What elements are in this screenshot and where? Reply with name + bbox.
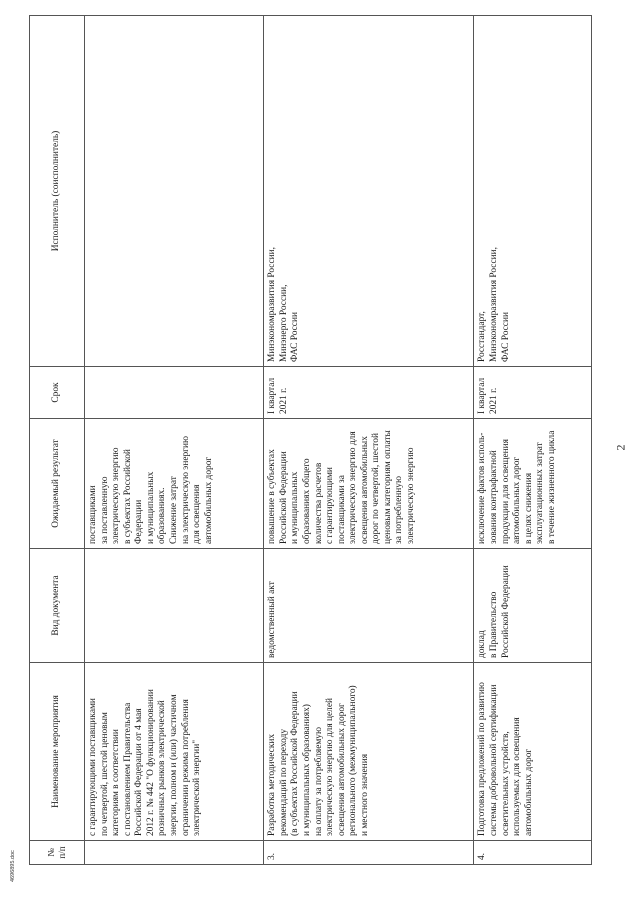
- cell-line: 2021 г.: [278, 387, 289, 414]
- cell-term: [474, 367, 592, 419]
- cell-term: [264, 367, 474, 419]
- cell-line: и местного значения: [359, 753, 370, 836]
- cell-line: за поставленную: [99, 476, 110, 544]
- cell-line: Российской Федерации: [278, 451, 289, 544]
- cell-line: Разработка методических: [267, 733, 278, 836]
- cell-line: освещения автомобильных: [359, 436, 370, 544]
- cell-line: эксплуатационных затрат: [535, 442, 546, 544]
- cell-line: категориям в соответствии: [111, 729, 122, 836]
- cell-executor: [474, 16, 592, 367]
- header-doc-type: Вид документа: [30, 549, 85, 663]
- cell-line: автомобильных дорог: [523, 748, 534, 836]
- cell-line: доклад: [477, 630, 488, 658]
- header-name: Наименование мероприятия: [30, 663, 85, 841]
- cell-line: 2021 г.: [489, 387, 500, 414]
- table-row: [474, 16, 592, 865]
- cell-line: на электрическую энергию: [180, 435, 191, 544]
- cell-line: регионального (межмуниципального): [348, 685, 359, 836]
- cell-line: и муниципальных: [145, 471, 156, 544]
- cell-line: I квартал: [267, 377, 278, 414]
- cell-name: [474, 663, 592, 841]
- cell-executor: [85, 16, 264, 367]
- cell-line: (в субъектах Российской Федерации: [290, 691, 301, 836]
- cell-line: электрическую энергию: [406, 447, 417, 544]
- cell-line: осветительных устройств,: [500, 731, 511, 836]
- cell-line: Российской Федерации: [500, 565, 511, 658]
- cell-doc-type: [474, 549, 592, 663]
- cell-line: Федерации: [134, 499, 145, 544]
- file-code: 4696895.doc: [10, 850, 16, 882]
- cell-line: ограничении режима потребления: [180, 699, 191, 836]
- rotated-table-page: [29, 15, 592, 865]
- cell-line: используемых для освещения: [512, 717, 523, 836]
- cell-line: в субъектах Российской: [122, 449, 133, 544]
- cell-name: [85, 663, 264, 841]
- cell-line: образованиях.: [157, 487, 168, 544]
- cell-line: ФАС России: [290, 312, 301, 362]
- cell-line: ведомственный акт: [267, 581, 278, 658]
- cell-line: с гарантирующими поставщиками: [88, 698, 98, 836]
- page-number: 2: [613, 444, 628, 451]
- cell-line: электрическую энергию: [111, 447, 122, 544]
- cell-line: системы добровольной сертификации: [489, 684, 500, 836]
- cell-line: электрическую энергию для: [348, 431, 359, 544]
- cell-line: повышение в субъектах: [267, 449, 278, 544]
- cell-result: [474, 419, 592, 549]
- cell-line: в Правительство: [489, 591, 500, 658]
- cell-line: Российской Федерации от 4 мая: [134, 708, 145, 836]
- cell-num: 3.: [264, 841, 474, 865]
- cell-line: автомобильных дорог: [512, 456, 523, 544]
- cell-line: на оплату за потребляемую: [313, 727, 324, 836]
- cell-name: [264, 663, 474, 841]
- cell-line: Минэкономразвития России,: [489, 247, 500, 362]
- cell-doc-type: [264, 549, 474, 663]
- cell-line: образованиях общего: [301, 458, 312, 544]
- cell-line: для освещения: [192, 484, 203, 544]
- cell-num: [85, 841, 264, 865]
- cell-line: продукции для освещения: [500, 439, 511, 544]
- table-row: [85, 16, 264, 865]
- cell-line: в целях снижения: [523, 472, 534, 544]
- cell-line: поставщиками: [88, 485, 98, 544]
- cell-num: 4.: [474, 841, 592, 865]
- cell-line: и муниципальных: [290, 471, 301, 544]
- cell-line: освещения автомобильных дорог: [336, 703, 347, 836]
- cell-line: Минэнерго России,: [278, 284, 289, 362]
- cell-line: электрическую энергию для целей: [325, 697, 336, 836]
- cell-line: электрической энергии": [192, 739, 203, 836]
- cell-line: в течение жизненного цикла: [546, 430, 557, 544]
- cell-line: дорог по четвертой, шестой: [371, 433, 382, 544]
- cell-line: энергии, полном и (или) частичном: [168, 694, 179, 836]
- cell-line: по четвертой, шестой ценовым: [99, 712, 110, 836]
- cell-line: и муниципальных образованиях): [301, 704, 312, 836]
- cell-line: поставщиками за: [336, 475, 347, 544]
- table-header-row: [30, 16, 85, 865]
- cell-line: с гарантирующими: [325, 467, 336, 544]
- header-num: № п/п: [30, 841, 85, 865]
- cell-line: розничных рынков электрической: [157, 700, 168, 836]
- cell-executor: [264, 16, 474, 367]
- cell-line: 2012 г. № 442 "О функционировании: [145, 689, 156, 836]
- cell-line: Росстандарт,: [477, 311, 488, 362]
- cell-line: Минэкономразвития России,: [267, 247, 278, 362]
- cell-line: количества расчетов: [313, 462, 324, 544]
- table-row: [264, 16, 474, 865]
- cell-line: автомобильных дорог: [203, 456, 214, 544]
- cell-term: [85, 367, 264, 419]
- cell-doc-type: [85, 549, 264, 663]
- cell-result: [85, 419, 264, 549]
- cell-line: за потребленную: [394, 476, 405, 544]
- cell-line: ФАС России: [500, 312, 511, 362]
- cell-line: зования контрафактной: [489, 450, 500, 544]
- cell-line: ценовым категориям оплаты: [382, 430, 393, 544]
- cell-result: [264, 419, 474, 549]
- cell-line: I квартал: [477, 377, 488, 414]
- header-result: Ожидаемый результат: [30, 419, 85, 549]
- cell-line: Подготовка предложений по развитию: [477, 682, 488, 836]
- header-term: Срок: [30, 367, 85, 419]
- cell-line: Снижение затрат: [168, 476, 179, 544]
- header-executor: Исполнитель (соисполнитель): [30, 16, 85, 367]
- cell-line: рекомендаций по переходу: [278, 728, 289, 836]
- measures-table: [29, 15, 592, 865]
- cell-line: с постановлением Правительства: [122, 702, 133, 836]
- cell-line: исключение фактов исполь-: [477, 432, 488, 544]
